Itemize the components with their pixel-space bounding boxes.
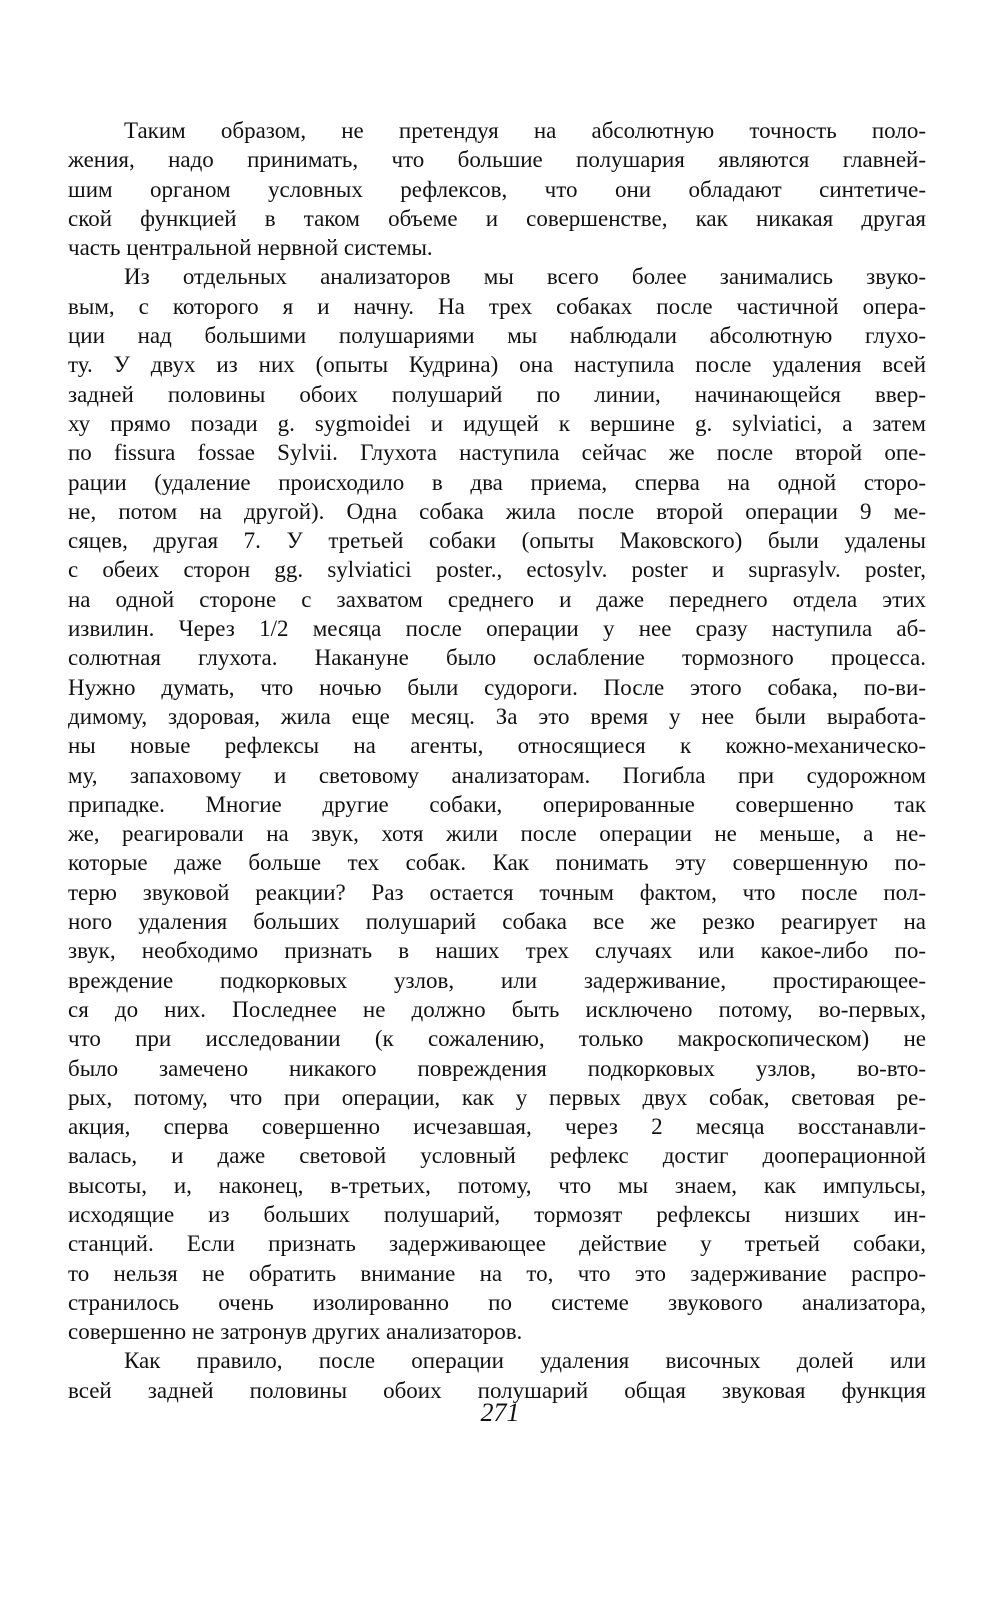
text-line: на одной стороне с захватом среднего и даже переднего отдела этих xyxy=(68,586,926,612)
text-line: исходящие из больших полушарий, тормозят рефлексы низших ин- xyxy=(68,1201,926,1227)
text-line: что при исследовании (к сожалению, только макроскопическом) не xyxy=(68,1026,926,1052)
text-line: ны новые рефлексы на агенты, относящиеся к кожно-механическо- xyxy=(68,733,926,759)
text-line: Из отдельных анализаторов мы всего более занимались звуко- xyxy=(124,264,926,290)
text-line: ся до них. Последнее не должно быть исключено потому, во-первых, xyxy=(68,996,926,1022)
page-number: 271 xyxy=(480,1398,520,1427)
paragraph xyxy=(68,116,926,262)
text-line: шим органом условных рефлексов, что они обладают синтетиче- xyxy=(68,176,926,202)
body-text xyxy=(68,116,926,1405)
text-line: по fissura fossae Sylvii. Глухота наступила сейчас же после второй опе- xyxy=(68,440,926,466)
text-line: рых, потому, что при операции, как у первых двух собак, световая ре- xyxy=(68,1084,926,1110)
text-line: Как правило, после операции удаления височных долей или xyxy=(124,1348,926,1374)
text-line: часть центральной нервной системы. xyxy=(68,235,433,261)
text-line: ской функцией в таком объеме и совершенстве, как никакая другая xyxy=(68,205,926,231)
text-line: высоты, и, наконец, в-третьих, потому, что мы знаем, как импульсы, xyxy=(68,1172,926,1198)
text-line: с обеих сторон gg. sylviatici poster., ectosylv. poster и suprasylv. poster, xyxy=(68,557,926,583)
text-line: ного удаления больших полушарий собака все же резко реагирует на xyxy=(68,909,926,935)
text-line: всей задней половины обоих полушарий общая звуковая функция xyxy=(68,1377,926,1403)
paragraph xyxy=(68,262,926,1346)
text-line: вым, с которого я и начну. На трех собаках после частичной опера- xyxy=(68,293,926,319)
text-line: было замечено никакого повреждения подкорковых узлов, во-вто- xyxy=(68,1055,926,1081)
text-line: вреждение подкорковых узлов, или задерживание, простирающее- xyxy=(68,967,926,993)
text-line: Нужно думать, что ночью были судороги. После этого собака, по-ви- xyxy=(68,674,926,700)
text-line: ту. У двух из них (опыты Кудрина) она наступила после удаления всей xyxy=(68,352,926,378)
text-line: жения, надо принимать, что большие полушария являются главней- xyxy=(68,147,926,173)
text-line: которые даже больше тех собак. Как понимать эту совершенную по- xyxy=(68,850,926,876)
text-line: ху прямо позади g. sygmoidei и идущей к вершине g. sylviatici, а затем xyxy=(68,410,926,436)
text-line: солютная глухота. Накануне было ослабление тормозного процесса. xyxy=(68,645,926,671)
text-line: сяцев, другая 7. У третьей собаки (опыты Маковского) были удалены xyxy=(68,528,926,554)
text-line: димому, здоровая, жила еще месяц. За это время у нее были выработа- xyxy=(68,703,926,729)
text-line: акция, сперва совершенно исчезавшая, через 2 месяца восстанавли- xyxy=(68,1114,926,1140)
text-line: то нельзя не обратить внимание на то, что это задерживание распро- xyxy=(68,1260,926,1286)
text-line: же, реагировали на звук, хотя жили после операции не меньше, а не- xyxy=(68,821,926,847)
text-line: рации (удаление происходило в два приема, сперва на одной сторо- xyxy=(68,469,926,495)
text-line: не, потом на другой). Одна собака жила после второй операции 9 ме- xyxy=(68,498,926,524)
text-line: звук, необходимо признать в наших трех случаях или какое-либо по- xyxy=(68,938,926,964)
text-line: задней половины обоих полушарий по линии, начинающейся ввер- xyxy=(68,381,926,407)
text-line: странилось очень изолированно по системе звукового анализатора, xyxy=(68,1289,926,1315)
text-line: припадке. Многие другие собаки, оперированные совершенно так xyxy=(68,791,926,817)
text-line: валась, и даже световой условный рефлекс достиг дооперационной xyxy=(68,1143,926,1169)
text-line: Таким образом, не претендуя на абсолютную точность поло- xyxy=(124,118,926,143)
text-line: станций. Если признать задерживающее действие у третьей собаки, xyxy=(68,1231,926,1257)
text-line: му, запаховому и световому анализаторам. Погибла при судорожном xyxy=(68,762,926,788)
text-line: извилин. Через 1/2 месяца после операции у нее сразу наступила аб- xyxy=(68,616,926,642)
text-line: ции над большими полушариями мы наблюдали абсолютную глухо- xyxy=(68,323,926,349)
paragraph xyxy=(68,1346,926,1405)
text-line: терю звуковой реакции? Раз остается точным фактом, что после пол- xyxy=(68,879,926,905)
text-line: совершенно не затронув других анализаторов. xyxy=(68,1319,523,1345)
